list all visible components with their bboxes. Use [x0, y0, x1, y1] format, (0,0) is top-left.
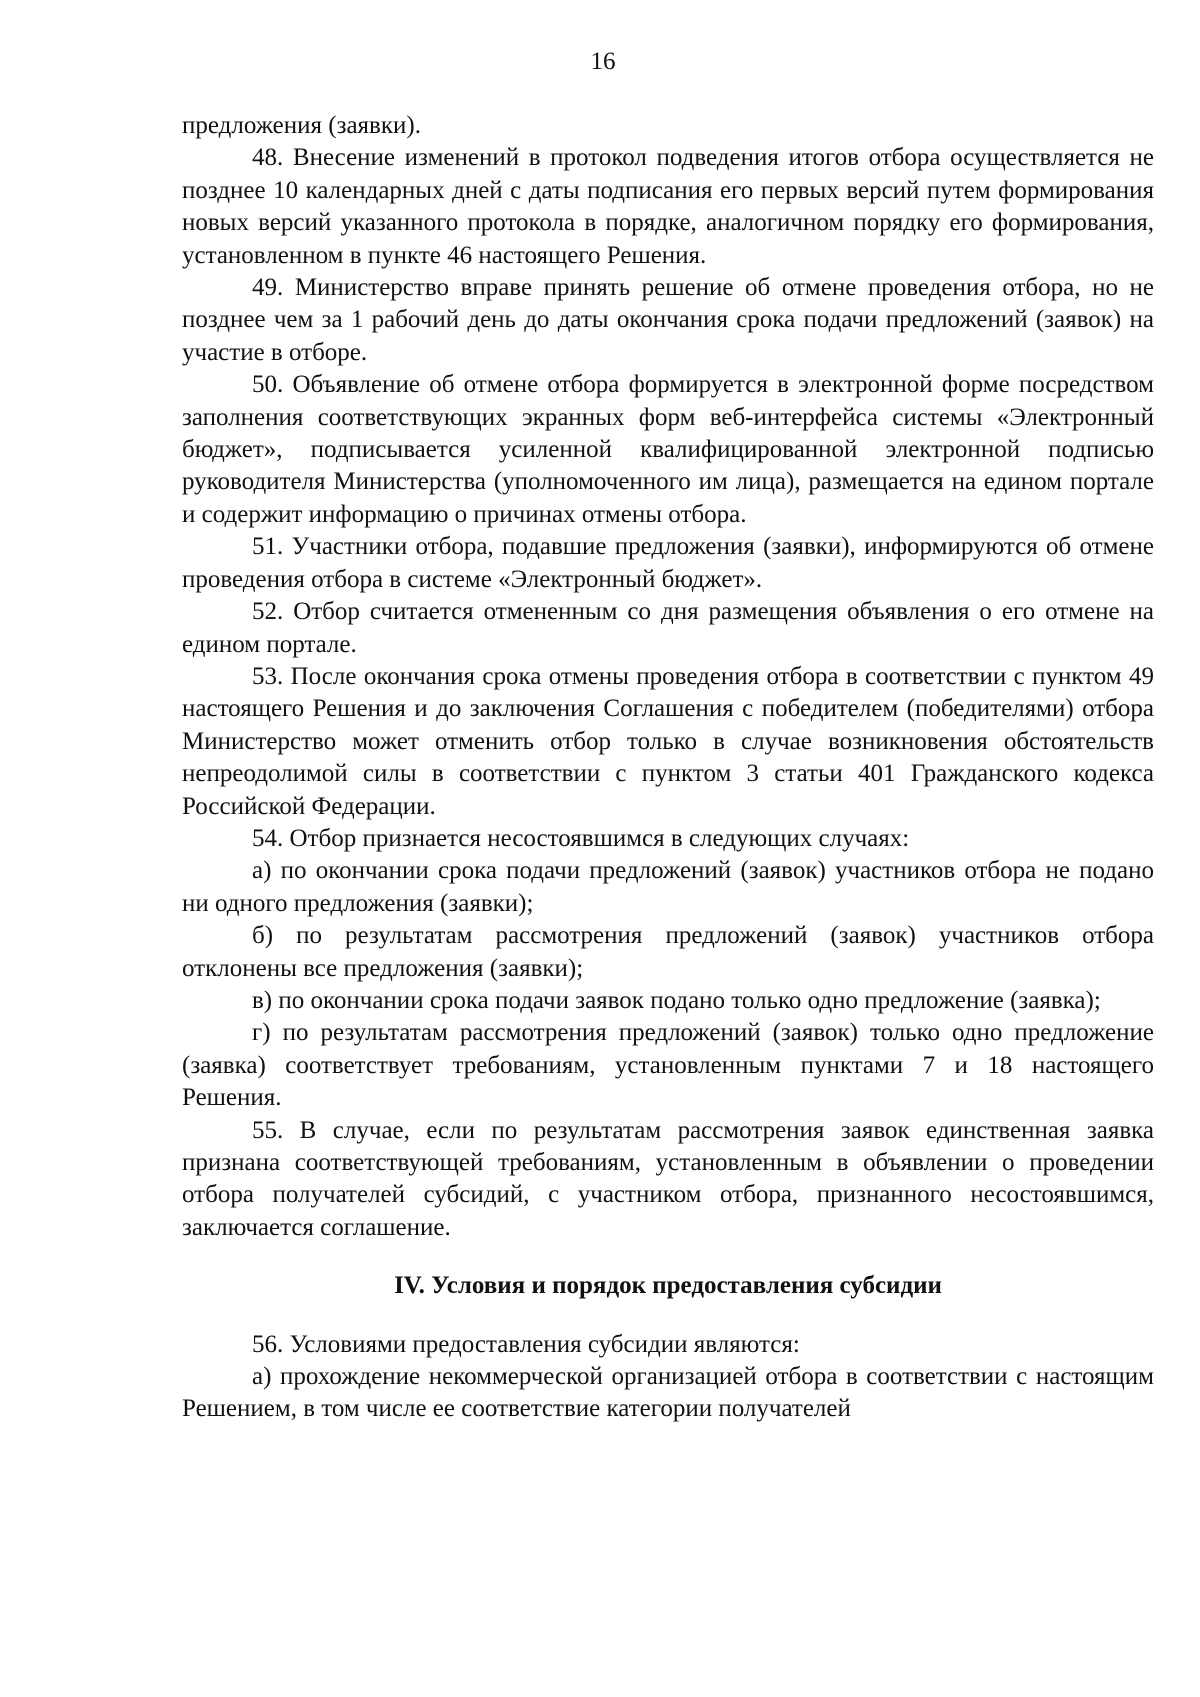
section-heading: IV. Условия и порядок предоставления субсидии — [394, 1272, 942, 1300]
page-number: 16 — [590, 48, 616, 75]
paragraph: 54. Отбор признается несостоявшимся в следующих случаях: — [252, 824, 910, 852]
paragraph: предложения (заявки). — [182, 112, 421, 139]
paragraph: г) по результатам рассмотрения предложений (заявок) только одно предложение (заявка) соответствует требованиям, установленным пунктами 7 и 18 настоящего Решения. — [182, 1019, 1154, 1112]
paragraph: 50. Объявление об отмене отбора формируется в электронной форме посредством заполнения соответствующих экранных форм веб-интерфейса системы «Электронный бюджет», подписывается усиленной квалифицированной электронной подписью руководителя Министерства (уполномоченного им лица), размещается на едином портале и содержит информацию о причинах отмены отбора. — [182, 371, 1154, 528]
paragraph: 49. Министерство вправе принять решение об отмене проведения отбора, но не позднее чем за 1 рабочий день до даты окончания срока подачи предложений (заявок) на участие в отборе. — [182, 274, 1154, 366]
paragraph: в) по окончании срока подачи заявок подано только одно предложение (заявка); — [252, 986, 1101, 1014]
paragraphs-before-heading — [182, 110, 1154, 1244]
paragraph: 55. В случае, если по результатам рассмотрения заявок единственная заявка признана соответствующей требованиям, установленным в объявлении о проведении отбора получателей субсидий, с участником отбора, признанного несостоявшимся, заключается соглашение. — [182, 1116, 1154, 1241]
paragraph: 53. После окончания срока отмены проведения отбора в соответствии с пунктом 49 настоящего Решения и до заключения Соглашения с победителем (победителями) отбора Министерство может отменить отбор только в случае возникновения обстоятельств непреодолимой силы в соответствии с пунктом 3 статьи 401 Гражданского кодекса Российской Федерации. — [182, 662, 1154, 820]
paragraph: 51. Участники отбора, подавшие предложения (заявки), информируются об отмене проведения отбора в системе «Электронный бюджет». — [182, 533, 1154, 593]
paragraph: 52. Отбор считается отмененным со дня размещения объявления о его отмене на едином портале. — [182, 598, 1154, 658]
paragraph: а) прохождение некоммерческой организацией отбора в соответствии с настоящим Решением, в том числе ее соответствие категории получателей — [182, 1363, 1154, 1423]
paragraph: а) по окончании срока подачи предложений (заявок) участников отбора не подано ни одного предложения (заявки); — [182, 857, 1154, 917]
document-body — [182, 110, 1154, 1426]
paragraph: 48. Внесение изменений в протокол подведения итогов отбора осуществляется не позднее 10 календарных дней с даты подписания его первых версий путем формирования новых версий указанного протокола в порядке, аналогичном порядку его формирования, установленном в пункте 46 настоящего Решения. — [182, 144, 1154, 269]
paragraph: б) по результатам рассмотрения предложений (заявок) участников отбора отклонены все предложения (заявки); — [182, 922, 1154, 982]
paragraph: 56. Условиями предоставления субсидии являются: — [252, 1330, 800, 1358]
paragraphs-after-heading — [182, 1329, 1154, 1426]
